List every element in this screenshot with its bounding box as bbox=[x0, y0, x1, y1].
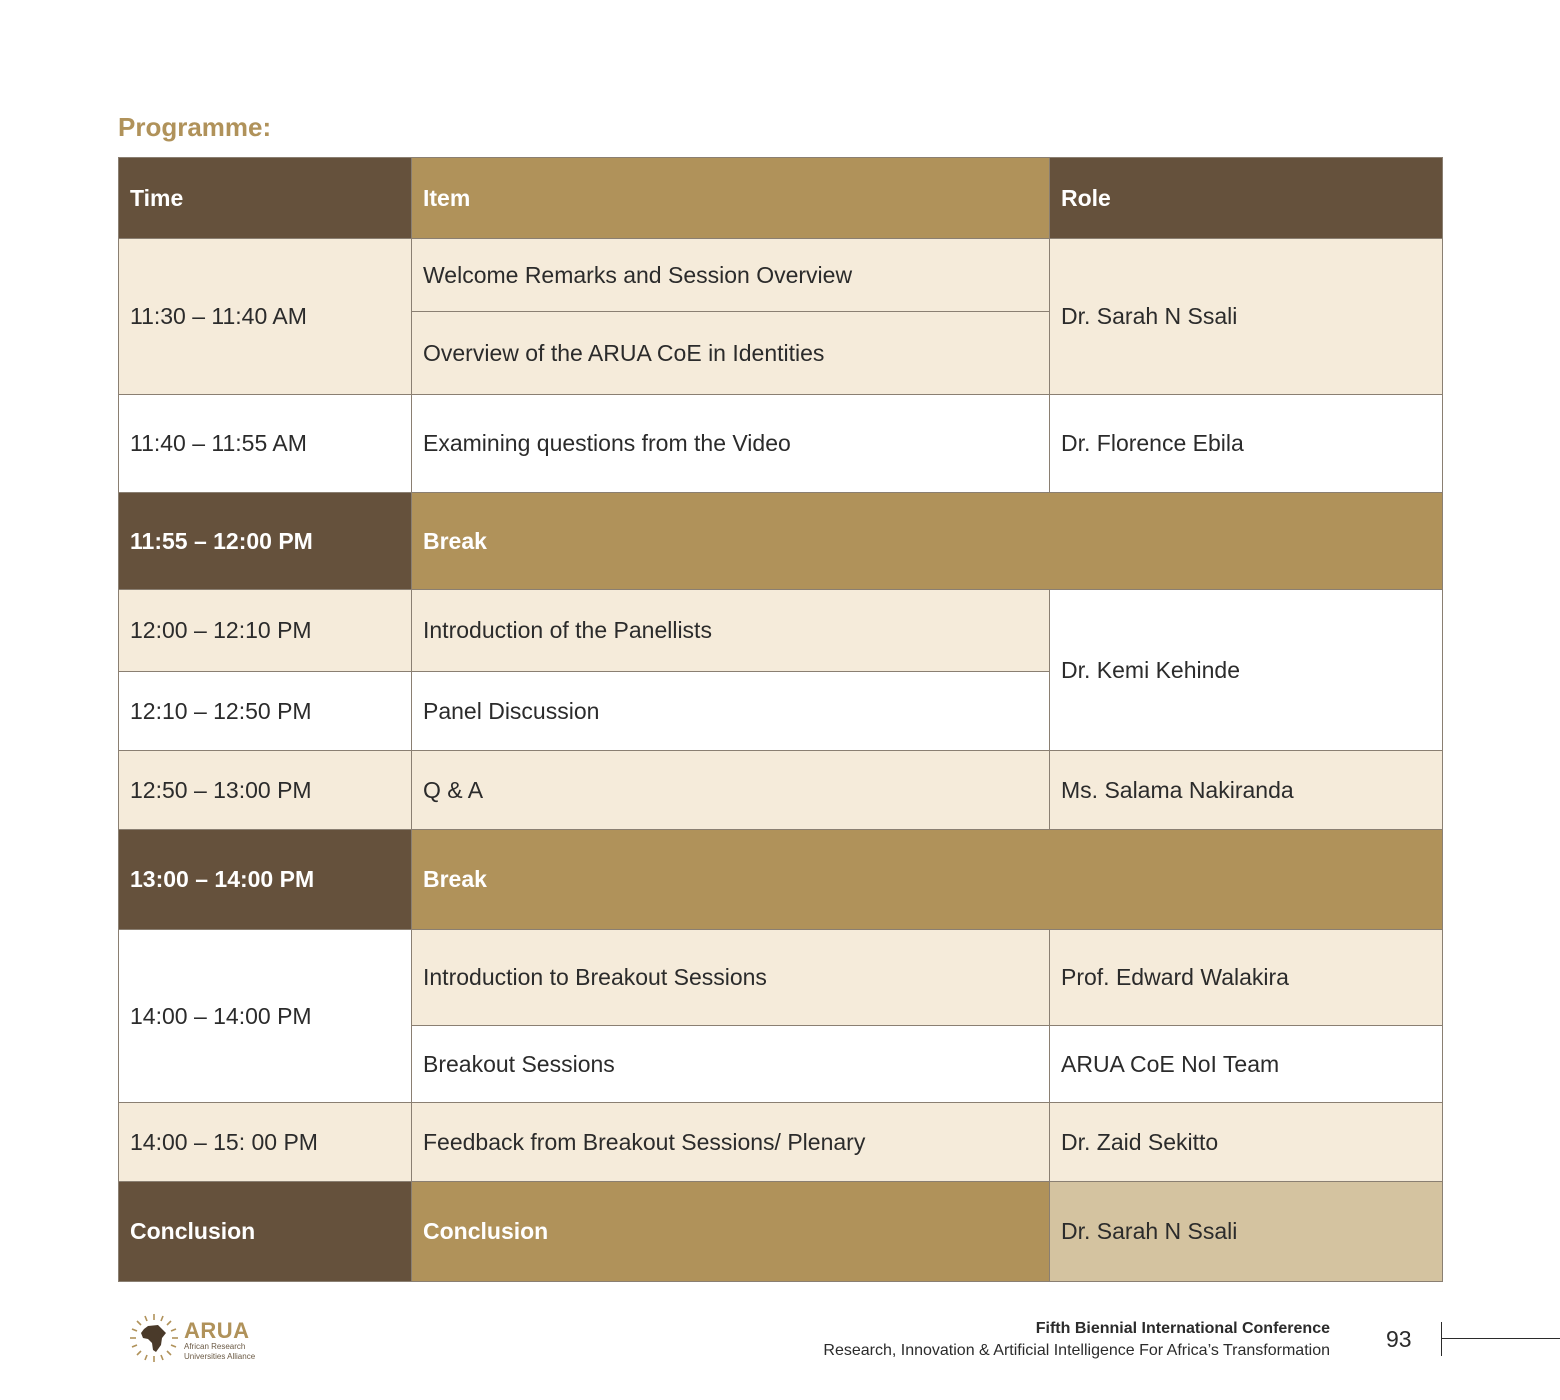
africa-sun-icon bbox=[128, 1312, 180, 1364]
break-row bbox=[119, 830, 1443, 930]
footer-conference-title: Fifth Biennial International Conference bbox=[1035, 1320, 1330, 1337]
time-cell: Conclusion bbox=[119, 1182, 412, 1282]
break-row bbox=[119, 493, 1443, 590]
item-cell: Welcome Remarks and Session Overview bbox=[412, 239, 1050, 312]
role-cell: Dr. Sarah N Ssali bbox=[1050, 239, 1443, 395]
table-row bbox=[119, 1103, 1443, 1182]
role-cell: Dr. Florence Ebila bbox=[1050, 395, 1443, 493]
role-cell: Prof. Edward Walakira bbox=[1050, 930, 1443, 1026]
time-cell: 11:30 – 11:40 AM bbox=[119, 239, 412, 395]
header-time: Time bbox=[119, 158, 412, 239]
item-cell: Overview of the ARUA CoE in Identities bbox=[412, 312, 1050, 395]
time-cell: 13:00 – 14:00 PM bbox=[119, 830, 412, 930]
conclusion-row bbox=[119, 1182, 1443, 1282]
item-cell: Breakout Sessions bbox=[412, 1026, 1050, 1103]
item-cell: Conclusion bbox=[412, 1182, 1050, 1282]
footer-conference-theme: Research, Innovation & Artificial Intelligence For Africa’s Transformation bbox=[823, 1342, 1330, 1359]
item-cell: Introduction to Breakout Sessions bbox=[412, 930, 1050, 1026]
table-header-row bbox=[119, 158, 1443, 239]
logo-subtitle-1: African Research bbox=[184, 1342, 246, 1351]
header-item: Item bbox=[412, 158, 1050, 239]
page-heading: Programme: bbox=[118, 112, 272, 142]
item-cell: Panel Discussion bbox=[412, 672, 1050, 751]
page-number: 93 bbox=[1386, 1326, 1412, 1352]
footer-divider-horizontal bbox=[1441, 1338, 1560, 1339]
break-cell: Break bbox=[412, 830, 1443, 930]
time-cell: 12:10 – 12:50 PM bbox=[119, 672, 412, 751]
footer-divider-vertical bbox=[1441, 1322, 1442, 1356]
item-cell: Feedback from Breakout Sessions/ Plenary bbox=[412, 1103, 1050, 1182]
role-cell: Dr. Kemi Kehinde bbox=[1050, 590, 1443, 751]
table-row bbox=[119, 395, 1443, 493]
item-cell: Examining questions from the Video bbox=[412, 395, 1050, 493]
table-row bbox=[119, 239, 1443, 312]
time-cell: 14:00 – 15: 00 PM bbox=[119, 1103, 412, 1182]
role-cell: Dr. Zaid Sekitto bbox=[1050, 1103, 1443, 1182]
time-cell: 12:50 – 13:00 PM bbox=[119, 751, 412, 830]
logo-subtitle-2: Universities Alliance bbox=[184, 1352, 256, 1361]
time-cell: 11:55 – 12:00 PM bbox=[119, 493, 412, 590]
role-cell: ARUA CoE NoI Team bbox=[1050, 1026, 1443, 1103]
table-row bbox=[119, 930, 1443, 1026]
item-cell: Q & A bbox=[412, 751, 1050, 830]
role-cell: Dr. Sarah N Ssali bbox=[1050, 1182, 1443, 1282]
time-cell: 11:40 – 11:55 AM bbox=[119, 395, 412, 493]
time-cell: 12:00 – 12:10 PM bbox=[119, 590, 412, 672]
table-row bbox=[119, 590, 1443, 672]
logo-wordmark: ARUA bbox=[184, 1318, 250, 1343]
table-row bbox=[119, 751, 1443, 830]
item-cell: Introduction of the Panellists bbox=[412, 590, 1050, 672]
header-role: Role bbox=[1050, 158, 1443, 239]
time-cell: 14:00 – 14:00 PM bbox=[119, 930, 412, 1103]
break-cell: Break bbox=[412, 493, 1443, 590]
role-cell: Ms. Salama Nakiranda bbox=[1050, 751, 1443, 830]
arua-logo bbox=[128, 1312, 258, 1364]
programme-table bbox=[118, 157, 1443, 1282]
